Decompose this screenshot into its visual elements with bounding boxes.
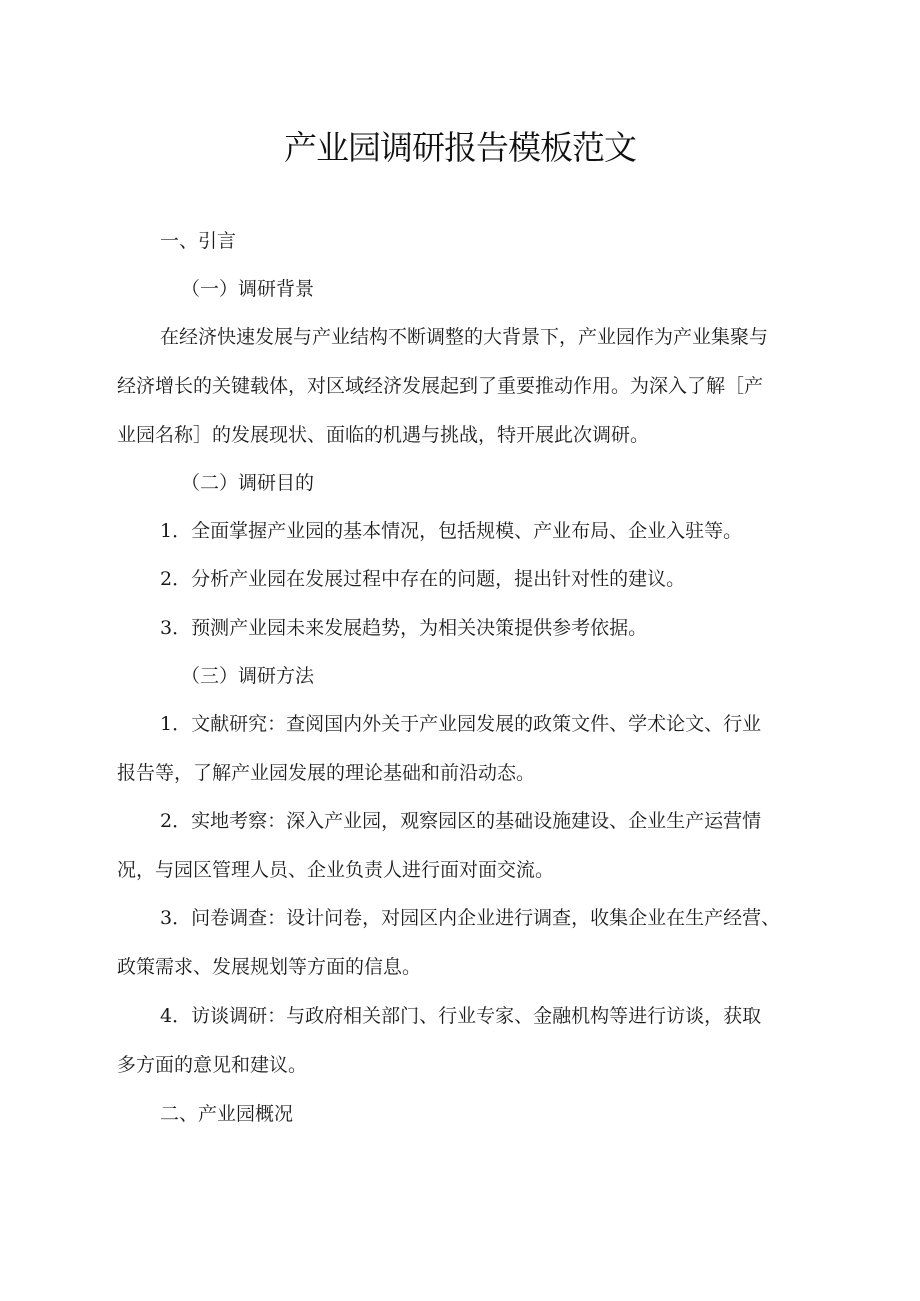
list-item: 3．预测产业园未来发展趋势，为相关决策提供参考依据。 bbox=[160, 617, 648, 639]
list-item: 3．问卷调查：设计问卷，对园区内企业进行调查，收集企业在生产经营、 bbox=[160, 907, 781, 929]
list-item: 1．文献研究：查阅国内外关于产业园发展的政策文件、学术论文、行业 bbox=[160, 713, 762, 735]
section-heading-overview: 二、产业园概况 bbox=[160, 1103, 294, 1125]
section-heading-introduction: 一、引言 bbox=[160, 230, 237, 252]
paragraph-line: 经济增长的关键载体，对区域经济发展起到了重要推动作用。为深入了解［产 bbox=[117, 375, 764, 397]
subsection-heading-purpose: （二）调研目的 bbox=[181, 472, 315, 494]
list-item-continuation: 报告等，了解产业园发展的理论基础和前沿动态。 bbox=[117, 762, 536, 784]
list-item: 4．访谈调研：与政府相关部门、行业专家、金融机构等进行访谈，获取 bbox=[160, 1005, 762, 1027]
list-item-continuation: 况，与园区管理人员、企业负责人进行面对面交流。 bbox=[117, 859, 555, 881]
list-item: 2．分析产业园在发展过程中存在的问题，提出针对性的建议。 bbox=[160, 568, 686, 590]
paragraph-line: 业园名称］的发展现状、面临的机遇与挑战，特开展此次调研。 bbox=[117, 424, 650, 446]
subsection-heading-methods: （三）调研方法 bbox=[181, 665, 315, 687]
paragraph-line: 在经济快速发展与产业结构不断调整的大背景下，产业园作为产业集聚与 bbox=[160, 326, 769, 348]
list-item-continuation: 政策需求、发展规划等方面的信息。 bbox=[117, 956, 422, 978]
subsection-heading-background: （一）调研背景 bbox=[181, 278, 315, 300]
list-item: 1．全面掌握产业园的基本情况，包括规模、产业布局、企业入驻等。 bbox=[160, 520, 743, 542]
list-item-continuation: 多方面的意见和建议。 bbox=[117, 1054, 308, 1076]
list-item: 2．实地考察：深入产业园，观察园区的基础设施建设、企业生产运营情 bbox=[160, 810, 762, 832]
document-title: 产业园调研报告模板范文 bbox=[284, 128, 636, 167]
